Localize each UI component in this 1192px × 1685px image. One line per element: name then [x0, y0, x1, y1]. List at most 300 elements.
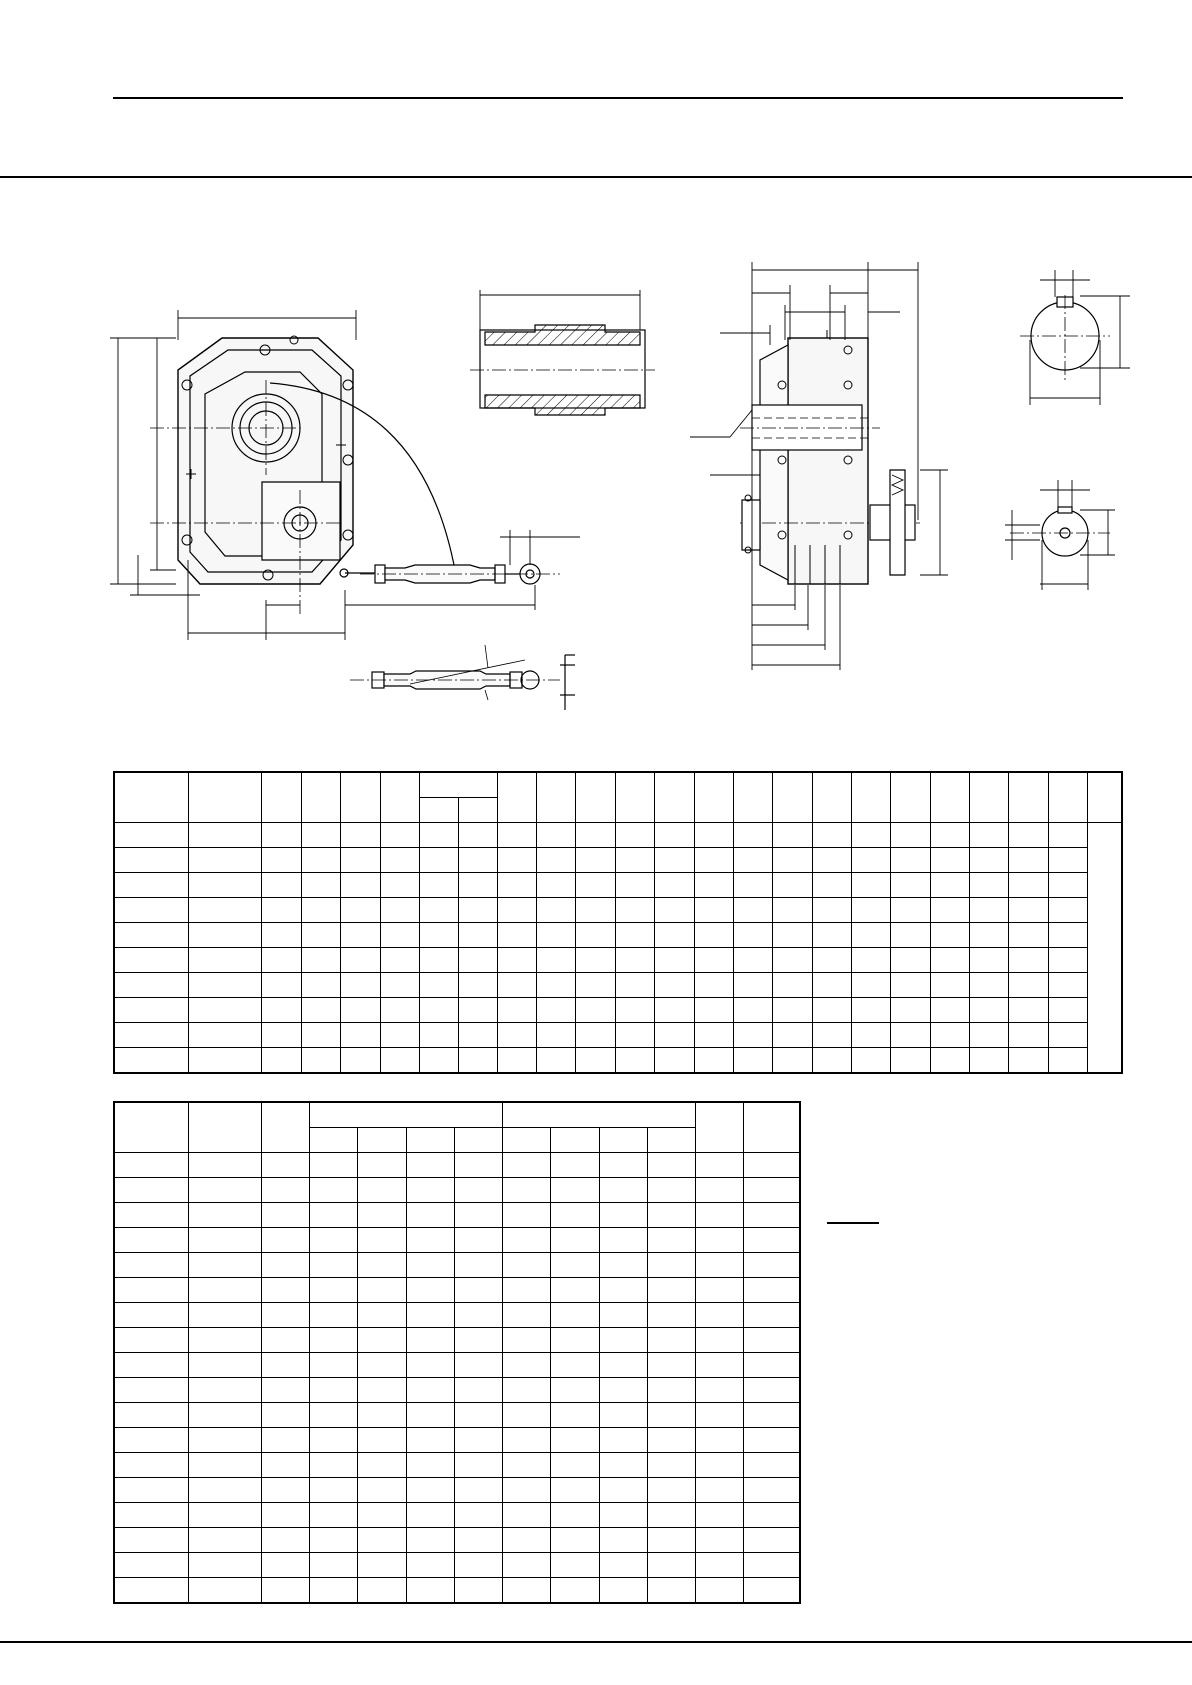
output-shaft-key-detail: [1005, 480, 1115, 590]
table-cell: [615, 948, 654, 973]
table-cell: [458, 898, 497, 923]
table-row: [114, 848, 1122, 873]
table-cell: [301, 1023, 340, 1048]
table-cell: [188, 1428, 261, 1453]
table-cell: [969, 1048, 1008, 1074]
table-cell: [969, 998, 1008, 1023]
table-cell: [647, 1578, 695, 1604]
table-cell: [851, 923, 890, 948]
table-cell: [114, 823, 188, 848]
table-cell: [890, 948, 930, 973]
table-cell: [419, 998, 458, 1023]
table-row: [114, 923, 1122, 948]
table-cell: [188, 1353, 261, 1378]
table-cell: [380, 973, 419, 998]
table-cell: [309, 1328, 357, 1353]
table-cell: [550, 1278, 599, 1303]
table-cell: [454, 1453, 502, 1478]
table-cell: [357, 1278, 406, 1303]
header-cell: [1087, 772, 1122, 823]
table-cell: [301, 998, 340, 1023]
table-cell: [357, 1403, 406, 1428]
table-cell: [114, 873, 188, 898]
table-cell: [406, 1503, 454, 1528]
table-cell: [406, 1353, 454, 1378]
table-cell: [497, 1023, 536, 1048]
table-cell: [695, 1578, 743, 1604]
table-cell: [772, 848, 812, 873]
table-cell: [497, 923, 536, 948]
table-cell: [647, 1553, 695, 1578]
table-cell: [743, 1203, 800, 1228]
table-cell: [454, 1178, 502, 1203]
table-cell: [647, 1228, 695, 1253]
table-cell: [575, 948, 615, 973]
table-cell: [261, 1378, 309, 1403]
table-cell: [743, 1353, 800, 1378]
table-cell: [575, 1048, 615, 1074]
table-cell: [188, 948, 261, 973]
table-cell: [497, 1048, 536, 1074]
table-cell: [261, 1048, 301, 1074]
header-subcell: [458, 798, 497, 823]
table-cell: [114, 1048, 188, 1074]
table-cell: [188, 1503, 261, 1528]
table-cell: [550, 1378, 599, 1403]
table-cell: [615, 923, 654, 948]
table-cell: [1008, 848, 1048, 873]
table-cell: [647, 1328, 695, 1353]
table-cell: [261, 1428, 309, 1453]
table-cell: [406, 1303, 454, 1328]
table-cell: [406, 1153, 454, 1178]
table-cell: [930, 898, 969, 923]
table-cell: [550, 1203, 599, 1228]
header-cell: [114, 1102, 188, 1153]
table-cell: [1048, 823, 1087, 848]
table-cell: [695, 1378, 743, 1403]
table-cell: [261, 1478, 309, 1503]
table-cell: [309, 1178, 357, 1203]
table-cell: [890, 1048, 930, 1074]
table-cell: [502, 1153, 550, 1178]
table-cell: [188, 848, 261, 873]
table-cell: [695, 1403, 743, 1428]
table-cell: [1008, 1023, 1048, 1048]
table-cell: [599, 1378, 647, 1403]
table-cell: [261, 1303, 309, 1328]
table-cell: [851, 948, 890, 973]
table-cell: [454, 1478, 502, 1503]
table-cell: [654, 848, 694, 873]
table-cell: [812, 998, 851, 1023]
table-cell: [812, 848, 851, 873]
table-cell: [357, 1578, 406, 1604]
dimensions-table-1: [113, 771, 1123, 1074]
table-cell: [575, 1023, 615, 1048]
table-cell: [930, 973, 969, 998]
table-cell: [114, 1023, 188, 1048]
table-cell: [550, 1478, 599, 1503]
table-cell: [406, 1378, 454, 1403]
table-cell: [930, 948, 969, 973]
table-cell: [599, 1453, 647, 1478]
table-cell: [188, 1553, 261, 1578]
table-cell: [654, 1023, 694, 1048]
table-cell: [851, 998, 890, 1023]
table-cell: [969, 898, 1008, 923]
table-cell: [114, 973, 188, 998]
table-cell: [599, 1328, 647, 1353]
table-cell: [851, 973, 890, 998]
table-cell: [309, 1578, 357, 1604]
table-cell: [261, 873, 301, 898]
table-cell: [188, 1278, 261, 1303]
table-cell: [188, 1403, 261, 1428]
table-cell: [188, 1378, 261, 1403]
table-cell: [733, 823, 772, 848]
table-cell: [599, 1478, 647, 1503]
table-cell: [261, 848, 301, 873]
header-cell: [969, 772, 1008, 823]
table-cell: [340, 973, 380, 998]
table-cell: [502, 1303, 550, 1328]
table-cell: [340, 1048, 380, 1074]
table-cell: [743, 1578, 800, 1604]
table-cell: [599, 1553, 647, 1578]
table-row: [114, 1203, 800, 1228]
table-cell: [550, 1353, 599, 1378]
table-cell: [743, 1228, 800, 1253]
table-cell: [733, 873, 772, 898]
table-cell: [1048, 873, 1087, 898]
table-cell: [969, 948, 1008, 973]
table-cell: [743, 1503, 800, 1528]
table-cell: [930, 823, 969, 848]
table-cell: [647, 1353, 695, 1378]
table-cell: [1008, 923, 1048, 948]
header-cell: [497, 772, 536, 823]
table-cell: [188, 1203, 261, 1228]
table-cell: [502, 1353, 550, 1378]
table-cell: [930, 923, 969, 948]
table-cell: [340, 848, 380, 873]
table-cell: [309, 1153, 357, 1178]
table-row: [114, 1453, 800, 1478]
table-cell: [654, 898, 694, 923]
table-cell: [694, 823, 733, 848]
table-cell: [380, 848, 419, 873]
table-cell: [733, 898, 772, 923]
table-cell: [301, 848, 340, 873]
table-row: [114, 948, 1122, 973]
table-cell: [743, 1328, 800, 1353]
table-cell: [454, 1303, 502, 1328]
table-row: [114, 1328, 800, 1353]
table-cell: [812, 973, 851, 998]
table-cell: [406, 1578, 454, 1604]
table-cell: [615, 898, 654, 923]
table-row: [114, 1153, 800, 1178]
table-cell: [695, 1228, 743, 1253]
table-row: [114, 1228, 800, 1253]
table-cell: [114, 1503, 188, 1528]
table-cell: [454, 1203, 502, 1228]
table-cell: [406, 1228, 454, 1253]
table-cell: [261, 1153, 309, 1178]
table-cell: [497, 898, 536, 923]
table-cell: [357, 1253, 406, 1278]
table-cell: [1008, 998, 1048, 1023]
table-cell: [1048, 1048, 1087, 1074]
table-cell: [890, 848, 930, 873]
table-cell: [654, 823, 694, 848]
table-cell: [733, 1048, 772, 1074]
table-cell: [114, 1203, 188, 1228]
table-cell: [261, 998, 301, 1023]
table-cell: [261, 1528, 309, 1553]
table-cell: [114, 1453, 188, 1478]
table-cell: [309, 1528, 357, 1553]
table-cell: [550, 1578, 599, 1604]
table-cell: [309, 1478, 357, 1503]
table-cell: [419, 1048, 458, 1074]
header-cell: [340, 772, 380, 823]
table-cell: [114, 848, 188, 873]
table-cell: [812, 1023, 851, 1048]
header-cell: [851, 772, 890, 823]
table-row: [114, 1553, 800, 1578]
table-cell: [575, 998, 615, 1023]
table-cell: [114, 1178, 188, 1203]
table-cell: [575, 923, 615, 948]
table-cell: [380, 948, 419, 973]
table-cell: [969, 848, 1008, 873]
table-row: [114, 1278, 800, 1303]
table-cell: [812, 898, 851, 923]
table-cell: [1048, 848, 1087, 873]
table-cell: [454, 1228, 502, 1253]
table-cell: [261, 1403, 309, 1428]
table-cell: [772, 948, 812, 973]
table-row: [114, 1428, 800, 1453]
table-cell: [930, 873, 969, 898]
table-cell: [114, 1378, 188, 1403]
table-cell: [647, 1478, 695, 1503]
table-cell: [550, 1428, 599, 1453]
table-row: [114, 1048, 1122, 1074]
header-cell: [114, 772, 188, 823]
notes-underline: [827, 1222, 879, 1224]
table-cell: [454, 1528, 502, 1553]
torque-arm-detail: [350, 645, 575, 710]
table-cell: [497, 948, 536, 973]
side-view: [690, 262, 948, 670]
table-cell: [309, 1453, 357, 1478]
table-cell: [188, 1153, 261, 1178]
table-cell: [502, 1428, 550, 1453]
table-cell: [188, 1303, 261, 1328]
table-cell: [550, 1153, 599, 1178]
table-cell: [406, 1278, 454, 1303]
table-cell: [380, 923, 419, 948]
table-cell: [695, 1303, 743, 1328]
table-cell: [743, 1403, 800, 1428]
table-cell: [654, 923, 694, 948]
table-cell: [340, 948, 380, 973]
table-cell: [380, 823, 419, 848]
table-cell: [772, 1023, 812, 1048]
input-housing: [262, 482, 340, 560]
table-cell: [930, 1023, 969, 1048]
table-cell: [114, 1478, 188, 1503]
table-cell: [261, 1353, 309, 1378]
table-cell: [930, 998, 969, 1023]
table-cell: [615, 973, 654, 998]
table-cell: [454, 1378, 502, 1403]
table-cell: [188, 1328, 261, 1353]
technical-drawings: [0, 0, 1192, 760]
table-cell: [458, 923, 497, 948]
table-cell: [458, 998, 497, 1023]
table-cell: [550, 1178, 599, 1203]
table-cell: [502, 1403, 550, 1428]
table-cell: [743, 1453, 800, 1478]
table-cell: [188, 1478, 261, 1503]
table-cell: [357, 1303, 406, 1328]
header-subcell: [357, 1128, 406, 1153]
table-cell: [458, 1023, 497, 1048]
table-cell: [1008, 973, 1048, 998]
table-cell: [357, 1203, 406, 1228]
table-cell: [261, 1023, 301, 1048]
table-cell: [340, 998, 380, 1023]
table-cell: [406, 1478, 454, 1503]
table-cell: [647, 1203, 695, 1228]
table-cell: [743, 1478, 800, 1503]
table-cell: [301, 823, 340, 848]
table-cell: [502, 1503, 550, 1528]
table-cell: [419, 1023, 458, 1048]
table-cell: [654, 1048, 694, 1074]
table-cell: [458, 1048, 497, 1074]
table-cell: [733, 923, 772, 948]
header-subcell: [647, 1128, 695, 1153]
table-cell: [733, 848, 772, 873]
table-cell: [575, 848, 615, 873]
table-cell: [743, 1153, 800, 1178]
table-cell: [188, 923, 261, 948]
table-cell: [261, 898, 301, 923]
table-cell: [536, 1048, 575, 1074]
table-cell: [851, 848, 890, 873]
table-cell: [301, 923, 340, 948]
table-cell: [497, 973, 536, 998]
table-cell: [114, 1553, 188, 1578]
header-cell: [188, 1102, 261, 1153]
table-cell: [301, 973, 340, 998]
header-cell: [575, 772, 615, 823]
table-cell: [694, 948, 733, 973]
table-row: [114, 1178, 800, 1203]
table-cell: [458, 848, 497, 873]
table-cell: [454, 1503, 502, 1528]
table-cell: [1008, 1048, 1048, 1074]
header-subcell: [454, 1128, 502, 1153]
table-cell: [969, 873, 1008, 898]
header-cell: [188, 772, 261, 823]
table-cell: [502, 1453, 550, 1478]
table-cell: [309, 1428, 357, 1453]
header-cell: [261, 1102, 309, 1153]
table-cell: [114, 948, 188, 973]
table-cell: [733, 998, 772, 1023]
table-cell: [114, 1403, 188, 1428]
header-subcell: [550, 1128, 599, 1153]
table-cell: [340, 873, 380, 898]
table-cell: [114, 1353, 188, 1378]
table-cell: [497, 998, 536, 1023]
header-subcell: [419, 798, 458, 823]
table-cell: [647, 1303, 695, 1328]
table-cell: [647, 1378, 695, 1403]
table-cell: [599, 1278, 647, 1303]
table-cell: [695, 1428, 743, 1453]
header-cell: [654, 772, 694, 823]
table-cell: [309, 1203, 357, 1228]
table-cell: [743, 1278, 800, 1303]
header-cell: [1048, 772, 1087, 823]
table-cell: [743, 1428, 800, 1453]
table-cell: [890, 873, 930, 898]
table-cell: [654, 948, 694, 973]
table-cell: [502, 1553, 550, 1578]
table-cell: [357, 1378, 406, 1403]
table-cell: [599, 1428, 647, 1453]
table-row: [114, 1403, 800, 1428]
table-row: [114, 1253, 800, 1278]
table-cell: [599, 1403, 647, 1428]
table-row: [114, 998, 1122, 1023]
table-cell: [502, 1378, 550, 1403]
table-cell: [575, 973, 615, 998]
table-cell: [1048, 898, 1087, 923]
header-cell: [812, 772, 851, 823]
table-cell: [261, 1578, 309, 1604]
header-group-cell: [309, 1102, 502, 1128]
table-cell: [458, 973, 497, 998]
table-cell: [188, 1023, 261, 1048]
table-cell: [261, 1278, 309, 1303]
table-cell: [695, 1328, 743, 1353]
table-cell: [772, 998, 812, 1023]
table-cell: [357, 1428, 406, 1453]
header-subcell: [599, 1128, 647, 1153]
table-cell: [419, 848, 458, 873]
table-cell: [502, 1278, 550, 1303]
table-cell: [733, 948, 772, 973]
hollow-shaft-section: [470, 290, 655, 415]
table-cell: [419, 823, 458, 848]
table-row: [114, 1503, 800, 1528]
table-cell: [536, 898, 575, 923]
table-cell: [772, 923, 812, 948]
table-cell: [695, 1278, 743, 1303]
table-cell: [599, 1578, 647, 1604]
table-cell: [536, 1023, 575, 1048]
table-cell: [340, 823, 380, 848]
table-cell: [743, 1553, 800, 1578]
